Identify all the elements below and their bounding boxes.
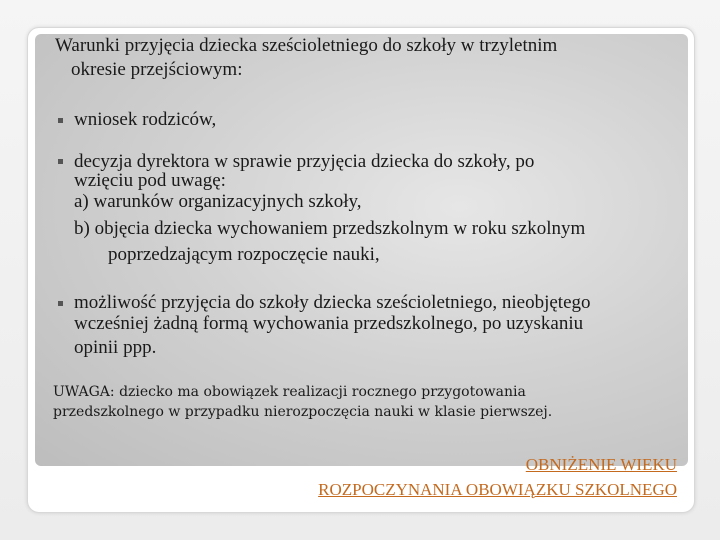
- title-line-1: Warunki przyjęcia dziecka sześcioletniego do szkoły w trzyletnim: [55, 35, 558, 56]
- list-item-continuation: [74, 314, 583, 334]
- list-item-line: wcześniej żadną formą wychowania przedszkolnego, po uzyskaniu: [74, 313, 584, 334]
- square-bullet-icon: [58, 118, 63, 123]
- list-item: [74, 293, 591, 313]
- list-item-line: b) objęcia dziecka wychowaniem przedszkolnym w roku szkolnym: [74, 218, 586, 239]
- title-line-2: okresie przejściowym:: [71, 59, 243, 80]
- link-line-1[interactable]: OBNIŻENIE WIEKU: [525, 455, 677, 474]
- square-bullet-icon: [58, 159, 63, 164]
- list-item-subpoint: [74, 192, 362, 212]
- note-line-2: przedszkolnego w przypadku nierozpoczęcia nauki w klasie pierwszej.: [53, 404, 553, 420]
- slide-title: [55, 34, 557, 82]
- list-item-line: poprzedzającym rozpoczęcie nauki,: [108, 244, 380, 265]
- link-line-2[interactable]: ROZPOCZYNANIA OBOWIĄZKU SZKOLNEGO: [318, 480, 677, 499]
- list-item-line: wzięciu pod uwagę:: [74, 170, 226, 191]
- list-item-line: opinii ppp.: [74, 337, 157, 358]
- list-item: [74, 110, 216, 130]
- note-text: [53, 382, 552, 422]
- list-item-line: decyzja dyrektora w sprawie przyjęcia dziecka do szkoły, po: [74, 151, 535, 172]
- lowering-age-link[interactable]: [318, 452, 677, 502]
- list-item-continuation: [74, 171, 226, 191]
- list-item-continuation: [108, 245, 380, 265]
- list-item-line: a) warunków organizacyjnych szkoły,: [74, 191, 362, 212]
- note-line-1: UWAGA: dziecko ma obowiązek realizacji rocznego przygotowania: [53, 384, 526, 400]
- list-item-line: możliwość przyjęcia do szkoły dziecka sześcioletniego, nieobjętego: [74, 292, 591, 313]
- list-item-subpoint: [74, 219, 585, 239]
- list-item-line: wniosek rodziców,: [74, 109, 217, 130]
- list-item-continuation: [74, 338, 156, 358]
- square-bullet-icon: [58, 301, 63, 306]
- list-item: [74, 152, 534, 172]
